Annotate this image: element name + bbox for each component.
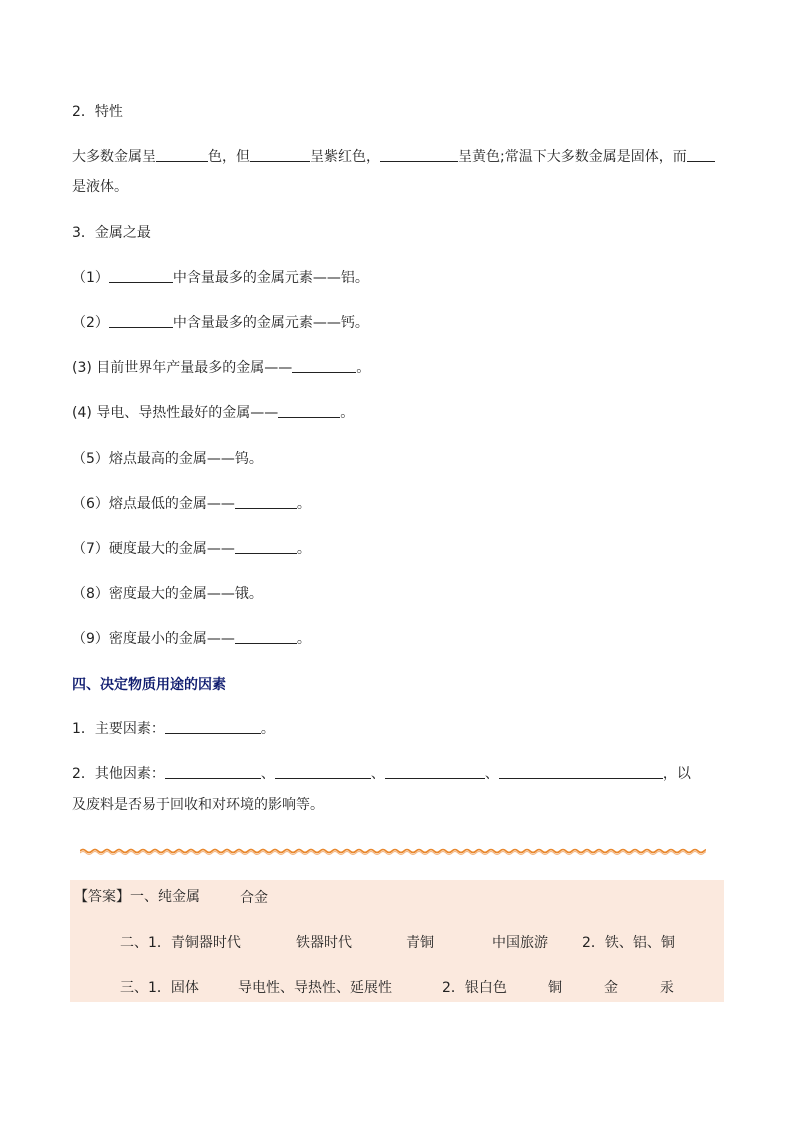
item-prefix: （2） xyxy=(72,315,109,331)
item-text: （5）熔点最高的金属——钨。 xyxy=(72,451,263,467)
list-item xyxy=(72,539,311,559)
wavy-divider xyxy=(80,843,706,859)
answer-item: 导电性、导热性、延展性 xyxy=(238,980,392,996)
answer-item: 青铜 xyxy=(406,935,434,951)
fill-blank[interactable] xyxy=(156,147,208,162)
fill-blank[interactable] xyxy=(235,539,297,554)
item-suffix: 。 xyxy=(356,360,371,376)
answer-box xyxy=(70,880,724,1002)
item-suffix: 中含量最多的金属元素——铝。 xyxy=(172,270,369,286)
separator: 、 xyxy=(484,766,499,782)
item-prefix: （1） xyxy=(72,270,109,286)
text-segment: 。 xyxy=(260,721,275,737)
list-item xyxy=(72,313,369,333)
other-factors-line2: 及废料是否易于回收和对环境的影响等。 xyxy=(72,797,324,813)
list-item xyxy=(72,449,263,469)
main-factor-line xyxy=(72,719,275,739)
item-prefix: (4) 导电、导热性最好的金属—— xyxy=(72,405,279,421)
fill-blank[interactable] xyxy=(687,147,715,162)
answer-item: 铜 xyxy=(548,980,562,996)
fill-blank[interactable] xyxy=(109,268,173,283)
fill-blank[interactable] xyxy=(278,403,340,418)
paragraph-properties-line1 xyxy=(72,147,715,167)
item-suffix: 。 xyxy=(340,405,355,421)
answer-item: 2．铁、铝、铜 xyxy=(582,935,675,951)
item-suffix: 。 xyxy=(296,541,311,557)
text-segment: ，以 xyxy=(662,766,691,782)
answer-item: 金 xyxy=(604,980,618,996)
list-item xyxy=(72,629,311,649)
list-item xyxy=(72,584,263,604)
fill-blank[interactable] xyxy=(292,358,356,373)
fill-blank[interactable] xyxy=(499,764,663,779)
item-prefix: （9）密度最小的金属—— xyxy=(72,631,235,647)
fill-blank[interactable] xyxy=(165,719,261,734)
fill-blank[interactable] xyxy=(235,629,297,644)
fill-blank[interactable] xyxy=(385,764,485,779)
list-item xyxy=(72,494,311,514)
fill-blank[interactable] xyxy=(275,764,371,779)
item-suffix: 。 xyxy=(296,496,311,512)
separator: 、 xyxy=(260,766,275,782)
list-item xyxy=(72,403,354,423)
answer-row-3-lead: 三、1．固体 xyxy=(120,980,199,996)
text-segment: 色，但 xyxy=(208,149,250,165)
text-segment: 1．主要因素： xyxy=(72,721,165,737)
item-suffix: 中含量最多的金属元素——钙。 xyxy=(172,315,369,331)
fill-blank[interactable] xyxy=(165,764,261,779)
item-prefix: （6）熔点最低的金属—— xyxy=(72,496,235,512)
item-suffix: 。 xyxy=(296,631,311,647)
answer-item: 合金 xyxy=(240,890,268,906)
answer-label: 【答案】一、纯金属 xyxy=(74,889,200,905)
section-heading-properties: 2．特性 xyxy=(72,104,123,120)
fill-blank[interactable] xyxy=(109,313,173,328)
item-text: （8）密度最大的金属——锇。 xyxy=(72,586,263,602)
answer-item: 汞 xyxy=(660,980,674,996)
text-segment: 2．其他因素： xyxy=(72,766,165,782)
answer-row-2-lead: 二、1．青铜器时代 xyxy=(120,935,241,951)
text-segment: 大多数金属呈 xyxy=(72,149,156,165)
answer-item: 铁器时代 xyxy=(296,935,352,951)
text-segment: 呈紫红色， xyxy=(310,149,380,165)
separator: 、 xyxy=(370,766,385,782)
list-item xyxy=(72,268,369,288)
answer-item: 2．银白色 xyxy=(442,980,507,996)
section-heading-usage-factors: 四、决定物质用途的因素 xyxy=(72,677,226,693)
other-factors-line1 xyxy=(72,764,691,784)
item-prefix: （7）硬度最大的金属—— xyxy=(72,541,235,557)
fill-blank[interactable] xyxy=(235,494,297,509)
fill-blank[interactable] xyxy=(380,147,458,162)
fill-blank[interactable] xyxy=(250,147,310,162)
answer-row-1 xyxy=(74,887,200,907)
list-item xyxy=(72,358,370,378)
item-prefix: (3) 目前世界年产量最多的金属—— xyxy=(72,360,293,376)
text-segment: 呈黄色;常温下大多数金属是固体，而 xyxy=(458,149,687,165)
paragraph-properties-line2: 是液体。 xyxy=(72,179,128,195)
section-heading-metal-records: 3．金属之最 xyxy=(72,225,151,241)
answer-item: 中国旅游 xyxy=(492,935,548,951)
